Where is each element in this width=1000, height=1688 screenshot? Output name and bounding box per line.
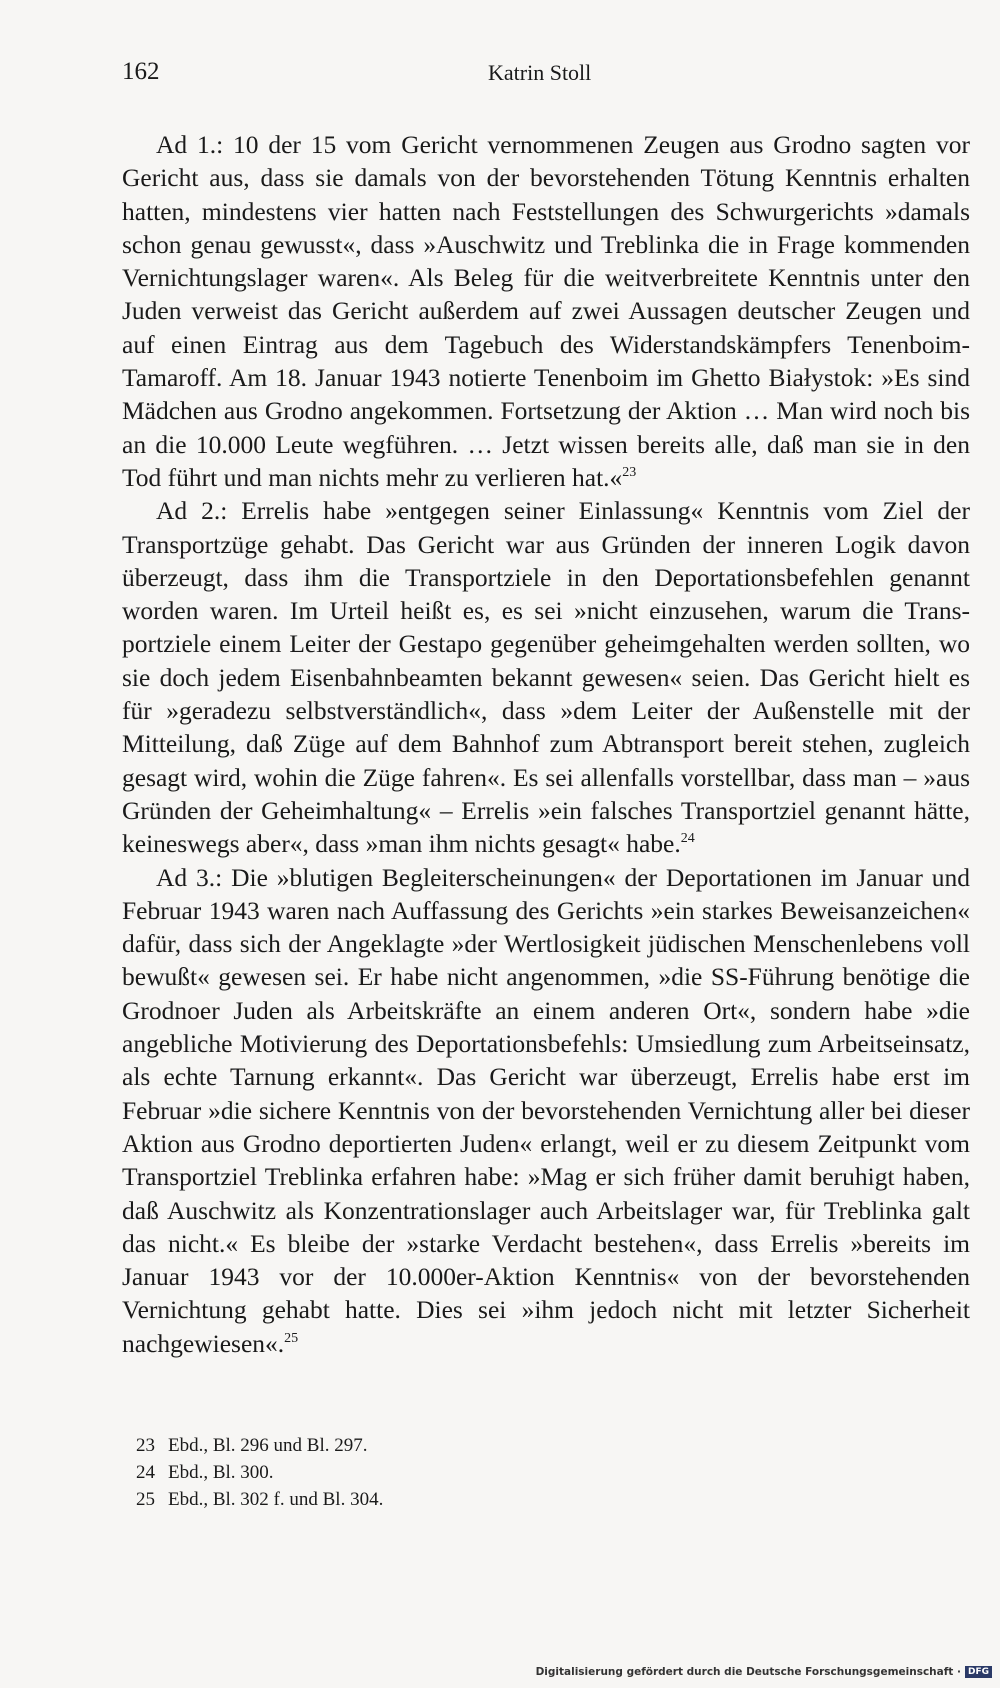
dfg-logo-icon: DFG: [965, 1666, 992, 1678]
footnote-number: 23: [136, 1435, 155, 1456]
paragraph: [122, 128, 970, 494]
footnote-ref: 24: [680, 831, 695, 847]
page-number: 162: [122, 58, 160, 85]
paragraph: [122, 494, 970, 860]
footnote-text: Ebd., Bl. 296 und Bl. 297.: [168, 1435, 368, 1456]
paragraph-text: Ad 1.: 10 der 15 vom Gericht vernommenen Zeugen aus Grodno sagten vor Gericht aus, dass sie damals von der bevorstehenden Tötung Kenntnis erhalten hatten, mindestens vier hatten nach Feststellungen des Schwurgerichts »damals schon genau gewusst«, dass »Auschwitz und Treblinka die in Frage kommenden Vernichtungslager waren«. Als Beleg für die weitverbreitete Kenntnis unter den Juden verweist das Gericht außerdem auf zwei Aussagen deutscher Zeugen und auf einen Eintrag aus dem Tagebuch des Widerstandskämpfers Tenenboim-Tamaroff. Am 18. Januar 1943 notierte Tenenboim im Ghetto Białystok: »Es sind Mädchen aus Grodno angekommen. Fortsetzung der Aktion … Man wird noch bis an die 10.000 Leute wegführen. … Jetzt wissen bereits alle, daß man sie in den Tod führt und man nichts mehr zu verlieren hat.«: [122, 130, 970, 492]
footnote-ref: 23: [622, 464, 637, 480]
footnote: [136, 1459, 836, 1486]
footnote-number: 24: [136, 1462, 155, 1483]
footnotes: [136, 1432, 836, 1513]
paragraph-text: Ad 2.: Errelis habe »entgegen seiner Einlassung« Kenntnis vom Ziel der Transportzüge gehabt. Das Gericht war aus Gründen der inneren Logik davon überzeugt, dass ihm die Transportziele in den Deportationsbefehlen genannt worden waren. Im Urteil heißt es, es sei »nicht einzusehen, warum die Transportziele einem Leiter der Gestapo gegenüber geheimgehalten werden sollten, wo sie doch jedem Eisenbahnbeamten bekannt gewesen« seien. Das Gericht hielt es für »geradezu selbstverständlich«, dass »dem Leiter der Außenstelle mit der Mitteilung, daß Züge auf dem Bahnhof zum Abtransport bereit stehen, zugleich gesagt wird, wohin die Züge fahren«. Es sei allenfalls vorstellbar, dass man – »aus Gründen der Geheimhaltung« – Errelis »ein falsches Transportziel genannt hätte, keineswegs aber«, dass »man ihm nichts gesagt« habe.: [122, 496, 970, 859]
footnote: [136, 1432, 836, 1459]
footnote-text: Ebd., Bl. 302 f. und Bl. 304.: [168, 1489, 384, 1510]
footnote-ref: 25: [284, 1330, 299, 1346]
running-head: Katrin Stoll: [488, 60, 592, 85]
digitization-credit: [536, 1666, 992, 1678]
footnote: [136, 1486, 836, 1513]
paragraph-text: Ad 3.: Die »blutigen Begleiterscheinungen« der Deportationen im Januar und Februar 1943 waren nach Auffassung des Gerichts »ein starkes Beweisanzeichen« dafür, dass sich der Angeklagte »der Wertlosigkeit jüdischen Menschenlebens voll bewußt« gewesen sei. Er habe nicht angenommen, »die SS-Führung benötige die Grodnoer Juden als Arbeitskräfte an einem anderen Ort«, sondern habe »die angebliche Motivierung des Deportationsbefehls: Umsiedlung zum Arbeitseinsatz, als echte Tarnung erkannt«. Das Gericht war überzeugt, Errelis habe erst im Februar »die sichere Kenntnis von der bevorstehenden Vernichtung aller bei dieser Aktion aus Grodno deportierten Juden« erlangt, weil er zu diesem Zeitpunkt vom Transportziel Treblinka erfahren habe: »Mag er sich früher damit beruhigt haben, daß Auschwitz als Konzentrationslager auch Arbeitslager war, für Treblinka galt das nicht.« Es bleibe der »starke Verdacht bestehen«, dass Errelis »bereits im Januar 1943 vor der 10.000er-Aktion Kenntnis« von der bevorstehenden Vernichtung gehabt hatte. Dies sei »ihm jedoch nicht mit letzter Sicherheit nachgewiesen«.: [122, 862, 970, 1358]
body-text: [122, 128, 970, 1360]
credit-text: Digitalisierung gefördert durch die Deutsche Forschungsgemeinschaft ·: [535, 1666, 961, 1678]
paragraph: [122, 861, 970, 1360]
page-header: [122, 58, 972, 94]
footnote-number: 25: [136, 1489, 155, 1510]
footnote-text: Ebd., Bl. 300.: [168, 1462, 274, 1483]
